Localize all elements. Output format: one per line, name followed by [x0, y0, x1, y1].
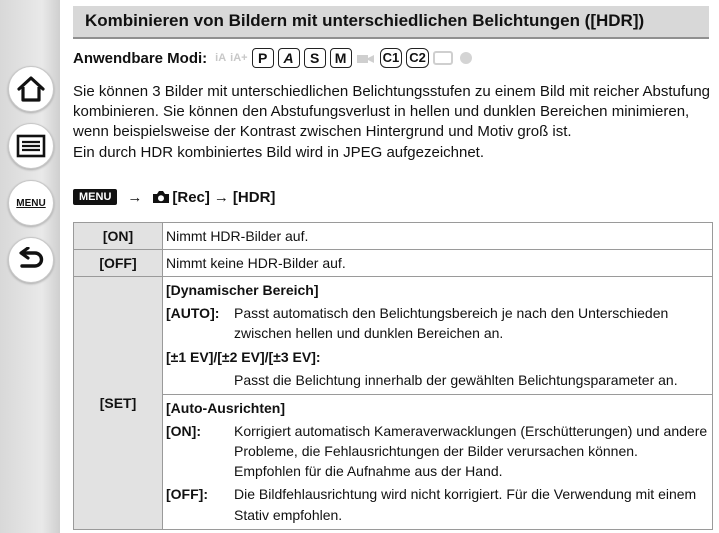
- option-value-set: [163, 277, 713, 530]
- page-title: Kombinieren von Bildern mit unterschiedlichen Belichtungen ([HDR]): [85, 11, 645, 30]
- camera-icon: [152, 190, 170, 204]
- option-value-off: Nimmt keine HDR-Bilder auf.: [163, 250, 713, 277]
- table-row: [74, 250, 713, 277]
- menu-label: MENU: [16, 197, 46, 209]
- mode-a-icon: A: [278, 48, 300, 68]
- align-off-key: [OFF]:: [166, 486, 208, 503]
- option-key-set: [SET]: [74, 277, 163, 530]
- description-paragraph: Sie können 3 Bilder mit unterschiedlichen Belichtungsstufen zu einem Bild mit reicher Abstufung kombinieren. Sie können den Abstufungsverlust in hellen und dunklen Bereichen minimieren, wenn beispielsweise der Kontrast zwischen Hintergrund und Motiv groß ist.: [73, 83, 711, 141]
- table-row: [74, 277, 713, 530]
- dynamic-ev-key: [±1 EV]/[±2 EV]/[±3 EV]:: [166, 348, 321, 365]
- align-on-key: [ON]:: [166, 422, 201, 439]
- mode-ia-icon: iA: [215, 52, 227, 64]
- description-jpeg-note: Ein durch HDR kombiniertes Bild wird in JPEG aufgezeichnet.: [73, 143, 485, 161]
- path-arrow: →: [127, 188, 143, 206]
- auto-align-section: [163, 394, 712, 529]
- dynamic-auto-row: [166, 303, 708, 344]
- back-arrow-icon: [16, 247, 46, 273]
- auto-align-heading: [Auto-Ausrichten]: [166, 399, 285, 416]
- align-off-row: [166, 484, 708, 525]
- list-icon: [16, 134, 46, 158]
- nav-rail: [0, 0, 60, 533]
- applicable-modes: [73, 48, 475, 68]
- dynamic-range-section: [163, 277, 712, 394]
- mode-scn-icon: [433, 51, 453, 65]
- dynamic-auto-key: [AUTO]:: [166, 305, 220, 321]
- align-on-row: [166, 421, 708, 482]
- mode-m-icon: M: [330, 48, 352, 68]
- dynamic-ev-value: Passt die Belichtung innerhalb der gewählten Belichtungsparameter an.: [234, 371, 678, 388]
- mode-c2-icon: C2: [406, 48, 429, 68]
- option-value-on: Nimmt HDR-Bilder auf.: [163, 223, 713, 250]
- description: [73, 82, 713, 163]
- mode-c1-icon: C1: [380, 48, 403, 68]
- option-key-on: [ON]: [74, 223, 163, 250]
- option-key-off: [OFF]: [74, 250, 163, 277]
- contents-button[interactable]: [8, 123, 54, 169]
- path-rec: [Rec]: [172, 188, 210, 206]
- menu-tag: MENU: [73, 189, 117, 205]
- align-on-value: Korrigiert automatisch Kameraverwacklungen (Erschütterungen) und andere Probleme, die Fehlausrichtungen der Bilder verursachen können. Empfohlen für die Aufnahme aus der Hand.: [234, 422, 708, 480]
- menu-path: [73, 187, 275, 207]
- dynamic-range-heading: [Dynamischer Bereich]: [166, 282, 319, 298]
- modes-label: Anwendbare Modi:: [73, 49, 208, 67]
- path-hdr: [HDR]: [232, 188, 276, 206]
- dynamic-auto-value: Passt automatisch den Belichtungsbereich je nach den Unterschieden zwischen hellen und dunklen Bereichen an.: [234, 305, 669, 342]
- mode-creative-icon: [457, 50, 475, 66]
- home-button[interactable]: [8, 66, 54, 112]
- mode-ia-plus-icon: iA+: [230, 52, 248, 64]
- mode-video-m-icon: [356, 51, 376, 65]
- menu-button[interactable]: [8, 180, 54, 226]
- path-arrow-2: →: [213, 188, 229, 206]
- mode-s-icon: S: [304, 48, 326, 68]
- home-icon: [16, 75, 46, 103]
- align-off-value: Die Bildfehlausrichtung wird nicht korrigiert. Für die Verwendung mit einem Stativ empfohlen.: [234, 486, 697, 523]
- back-button[interactable]: [8, 237, 54, 283]
- table-row: [74, 223, 713, 250]
- section-title-bar: [73, 6, 709, 39]
- settings-table: [73, 222, 713, 530]
- mode-p-icon: P: [252, 48, 274, 68]
